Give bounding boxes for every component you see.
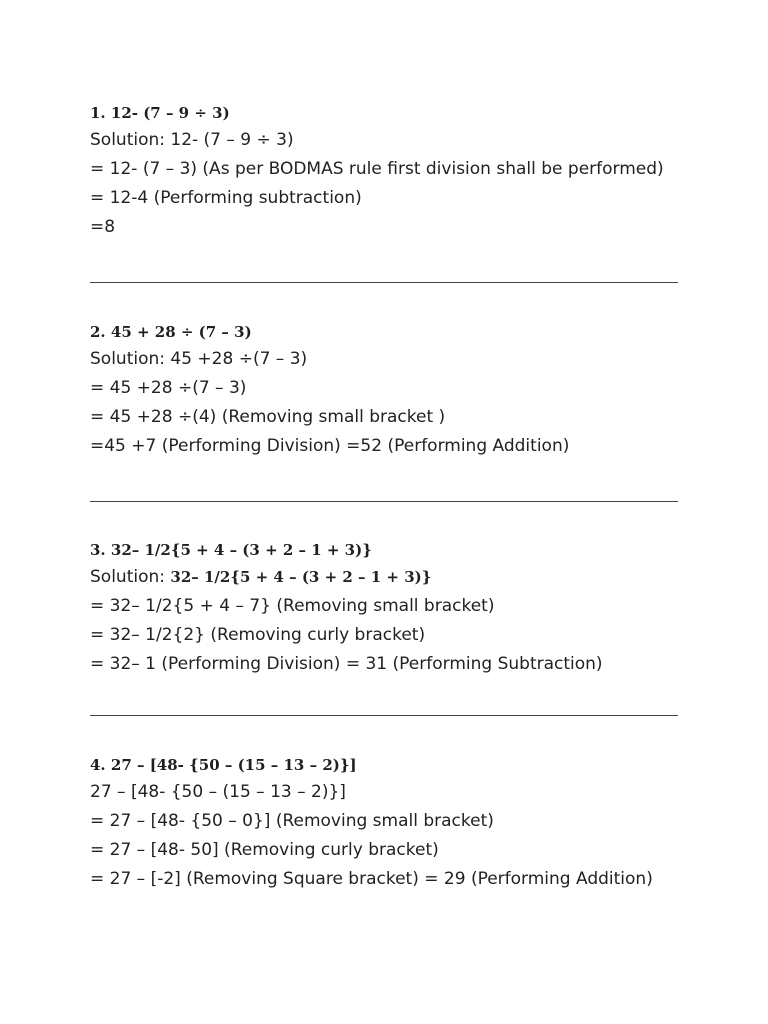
problem-4-heading: 4. 27 – [48- {50 – (15 – 13 – 2)}] [90, 756, 357, 774]
problem-2-heading: 2. 45 + 28 ÷ (7 – 3) [90, 323, 252, 341]
problem-3-line-1: = 32– 1/2{5 + 4 – 7} (Removing small bracket) [90, 596, 495, 616]
problem-3 [90, 537, 603, 679]
problem-4-line-1: 27 – [48- {50 – (15 – 13 – 2)}] [90, 782, 346, 802]
divider-3 [90, 715, 678, 716]
problem-1 [90, 100, 664, 242]
problem-3-line-2: = 32– 1/2{2} (Removing curly bracket) [90, 625, 426, 645]
problem-2-line-4: =45 +7 (Performing Division) =52 (Performing Addition) [90, 436, 570, 456]
problem-3-solution-prefix: Solution: [90, 567, 171, 587]
problem-2 [90, 319, 569, 461]
problem-2-line-1: Solution: 45 +28 ÷(7 – 3) [90, 349, 308, 369]
problem-3-solution-expression: 32– 1/2{5 + 4 – (3 + 2 – 1 + 3)} [170, 568, 432, 586]
problem-1-line-1: Solution: 12- (7 – 9 ÷ 3) [90, 130, 294, 150]
problem-2-line-2: = 45 +28 ÷(7 – 3) [90, 378, 247, 398]
problem-4-line-4: = 27 – [-2] (Removing Square bracket) = 29 (Performing Addition) [90, 869, 653, 889]
problem-4-line-3: = 27 – [48- 50] (Removing curly bracket) [90, 840, 439, 860]
problem-3-solution-line [90, 563, 603, 592]
problem-3-line-3: = 32– 1 (Performing Division) = 31 (Performing Subtraction) [90, 654, 603, 674]
problem-2-line-3: = 45 +28 ÷(4) (Removing small bracket ) [90, 407, 446, 427]
problem-1-heading: 1. 12- (7 – 9 ÷ 3) [90, 104, 230, 122]
divider-2 [90, 501, 678, 502]
problem-1-line-4: =8 [90, 217, 116, 237]
problem-4-line-2: = 27 – [48- {50 – 0}] (Removing small bracket) [90, 811, 494, 831]
problem-4 [90, 752, 653, 894]
problem-1-line-3: = 12-4 (Performing subtraction) [90, 188, 362, 208]
divider-1 [90, 282, 678, 283]
problem-3-heading: 3. 32– 1/2{5 + 4 – (3 + 2 – 1 + 3)} [90, 541, 372, 559]
problem-1-line-2: = 12- (7 – 3) (As per BODMAS rule first division shall be performed) [90, 159, 664, 179]
